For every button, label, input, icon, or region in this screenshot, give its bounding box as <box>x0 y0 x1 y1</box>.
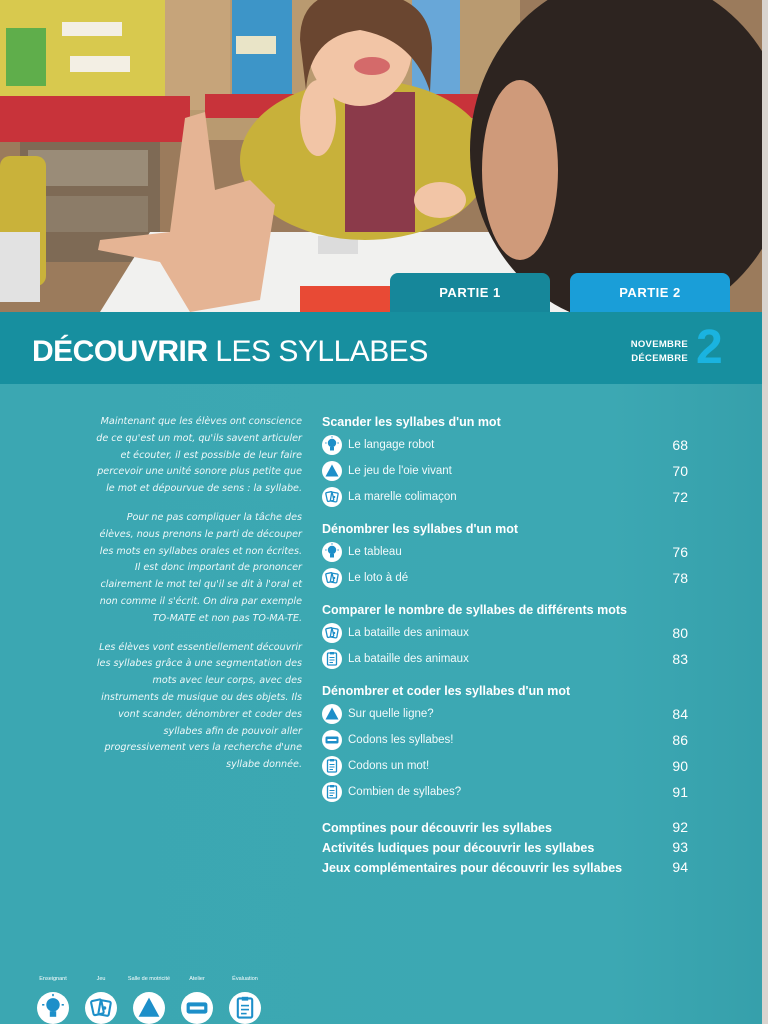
legend-label: Enseignant <box>39 976 67 982</box>
legend-item <box>126 976 172 1024</box>
toc-section <box>322 681 692 805</box>
entry-page-number: 72 <box>672 489 688 505</box>
cards-icon <box>85 992 117 1024</box>
extra-label: Comptines pour découvrir les syllabes <box>322 821 552 835</box>
extra-page-number: 92 <box>672 819 688 835</box>
extra-page-number: 94 <box>672 859 688 875</box>
entry-page-number: 83 <box>672 651 688 667</box>
page-title-rest: LES SYLLABES <box>215 335 428 368</box>
toc-extra-entry[interactable] <box>322 837 692 857</box>
bulb-icon <box>322 435 342 455</box>
tab-partie-1[interactable]: PARTIE 1 <box>390 273 550 313</box>
workshop-icon <box>322 730 342 750</box>
legend-label: Salle de motricité <box>127 976 171 982</box>
entry-label: La bataille des animaux <box>348 627 469 639</box>
intro-text <box>96 414 302 786</box>
toc-entry[interactable] <box>322 701 692 727</box>
legend-label: Atelier <box>189 976 205 982</box>
toc-section <box>322 519 692 591</box>
workshop-icon <box>181 992 213 1024</box>
table-of-contents <box>322 412 692 877</box>
entry-page-number: 70 <box>672 463 688 479</box>
entry-label: Le jeu de l'oie vivant <box>348 465 452 477</box>
toc-section <box>322 600 692 672</box>
entry-label: Codons les syllabes! <box>348 734 454 746</box>
legend-label: Évaluation <box>232 976 258 982</box>
toc-extra-entry[interactable] <box>322 857 692 877</box>
legend-item <box>222 976 268 1024</box>
toc-entry[interactable] <box>322 565 692 591</box>
toc-section <box>322 412 692 510</box>
bulb-icon <box>322 542 342 562</box>
legend-item <box>174 976 220 1024</box>
toc-extras <box>322 817 692 877</box>
entry-label: Le tableau <box>348 546 402 558</box>
entry-page-number: 68 <box>672 437 688 453</box>
legend-label: Jeu <box>96 976 106 982</box>
toc-entry[interactable] <box>322 484 692 510</box>
cards-icon <box>322 568 342 588</box>
intro-paragraph: Pour ne pas compliquer la tâche des élèves, nous prenons le parti de découper les mots en syllabes orales et non écrites. Il est donc important de prononcer clairement le mot tel qu'il se dit à l'oral et non comme il s'écrit. On dira par exemple TO-MATE et non pas TO-MA-TE. <box>99 511 302 624</box>
section-title: Dénombrer et coder les syllabes d'un mot <box>322 684 571 698</box>
section-title: Dénombrer les syllabes d'un mot <box>322 522 519 536</box>
toc-entry[interactable] <box>322 539 692 565</box>
classroom-photo <box>0 0 768 312</box>
clipboard-icon <box>229 992 261 1024</box>
entry-page-number: 91 <box>672 784 688 800</box>
toc-entry[interactable] <box>322 458 692 484</box>
triangle-icon <box>322 461 342 481</box>
month-end: DÉCEMBRE <box>631 353 688 364</box>
entry-page-number: 86 <box>672 732 688 748</box>
entry-page-number: 90 <box>672 758 688 774</box>
page-gutter <box>762 0 768 1024</box>
entry-label: Sur quelle ligne? <box>348 708 434 720</box>
clipboard-icon <box>322 649 342 669</box>
cards-icon <box>322 487 342 507</box>
legend-item <box>78 976 124 1024</box>
toc-entry[interactable] <box>322 727 692 753</box>
toc-entry[interactable] <box>322 779 692 805</box>
toc-entry[interactable] <box>322 646 692 672</box>
intro-paragraph: Maintenant que les élèves ont conscience de ce qu'est un mot, qu'ils savent articuler et écouter, il est possible de leur faire percevoir une unité sonore plus petite que le mot et dépourvue de sens : la syllabe. <box>96 416 302 495</box>
page-title-bold: DÉCOUVRIR <box>32 335 208 368</box>
entry-label: Le langage robot <box>348 439 435 451</box>
extra-label: Jeux complémentaires pour découvrir les syllabes <box>322 861 623 875</box>
triangle-icon <box>133 992 165 1024</box>
month-start: NOVEMBRE <box>630 339 688 350</box>
bulb-icon <box>37 992 69 1024</box>
period-number: 2 <box>696 321 723 374</box>
toc-entry[interactable] <box>322 432 692 458</box>
toc-extra-entry[interactable] <box>322 817 692 837</box>
section-title: Scander les syllabes d'un mot <box>322 415 501 429</box>
period-months <box>600 338 688 366</box>
toc-entry[interactable] <box>322 620 692 646</box>
toc-entry[interactable] <box>322 753 692 779</box>
tab-partie-2[interactable]: PARTIE 2 <box>570 273 730 313</box>
entry-label: La bataille des animaux <box>348 653 469 665</box>
entry-page-number: 80 <box>672 625 688 641</box>
entry-label: Combien de syllabes? <box>348 786 462 798</box>
clipboard-icon <box>322 782 342 802</box>
section-title: Comparer le nombre de syllabes de différents mots <box>322 603 627 617</box>
extra-page-number: 93 <box>672 839 688 855</box>
entry-label: La marelle colimaçon <box>348 491 457 503</box>
entry-label: Le loto à dé <box>348 572 409 584</box>
entry-page-number: 78 <box>672 570 688 586</box>
intro-paragraph: Les élèves vont essentiellement découvrir les syllabes grâce à une segmentation des mots avec leur corps, avec des instruments de musique ou des objets. Ils vont scander, dénombrer et coder des syllabes afin de pouvoir aller progressivement vers la recherche d'une syllabe donnée. <box>96 641 302 771</box>
entry-label: Codons un mot! <box>348 760 430 772</box>
cards-icon <box>322 623 342 643</box>
extra-label: Activités ludiques pour découvrir les syllabes <box>322 841 595 855</box>
clipboard-icon <box>322 756 342 776</box>
page-title <box>32 335 428 369</box>
legend-item <box>30 976 76 1024</box>
entry-page-number: 76 <box>672 544 688 560</box>
entry-page-number: 84 <box>672 706 688 722</box>
triangle-icon <box>322 704 342 724</box>
